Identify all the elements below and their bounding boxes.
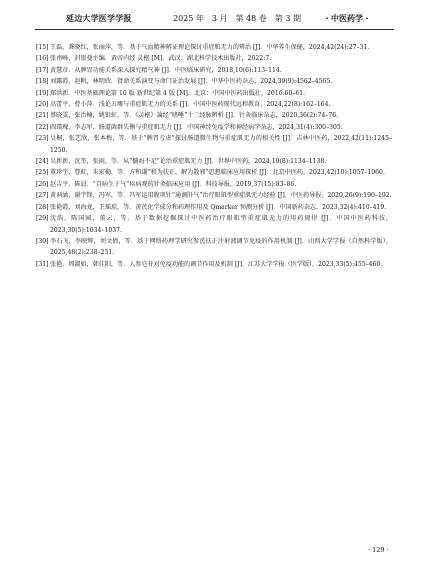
reference-number: [21] <box>36 112 49 120</box>
reference-text: 黄慧彦．从脾胃功能关系深入探究精气神 [J]．中医临床研究，2018,10(6):113–114. <box>50 66 282 74</box>
reference-item <box>36 99 392 110</box>
reference-item <box>36 76 392 87</box>
reference-item <box>36 236 392 259</box>
reference-item <box>36 156 392 167</box>
reference-item <box>36 42 392 53</box>
reference-item <box>36 202 392 213</box>
reference-text: 董珍宇，曹虹，朱宏勤，等．方和谦“和为扶正，解为散邪”思想临床应用探析 [J]．北京中医药，2023,42(10):1057–1060. <box>50 169 385 177</box>
reference-item <box>36 190 392 201</box>
reference-text: 李石飞，李映辉，刘文倩，等．基于网络药理学研究参芪扶正注射液调节免疫的作用机制 [J]．山西大学学报（自然科学版），2025,48(2):238–251. <box>50 237 392 257</box>
header-rule <box>35 29 394 30</box>
reference-number: [27] <box>36 192 49 200</box>
reference-text: 张艳霞，刘海龙，王瑶琼，等．黄芪化学成分和药理作用及 Qmarker 预测分析 [J]．中国新药杂志，2023,32(4):410–419. <box>50 203 387 211</box>
reference-item <box>36 259 392 270</box>
reference-text: 郑洪新．中医基础理论第 10 版 新世纪第 4 版 [M]．北京：中国中医药出版社，2016:60–61. <box>50 89 306 97</box>
reference-text: 黄刹涵，谢宇锋，冯军，等．冯军运用腹项针“通调肝气”治疗眼肌型重症肌无力经验 [J]．中医药导报，2020,26(9):190–192. <box>50 192 392 200</box>
reference-text: 王磊，龚晓红，张丽萍，等．基于气血精神辨证理论探讨重症肌无力的辨治 [J]．中华养生保健，2024,42(24):27–31. <box>50 44 370 51</box>
reference-number: [22] <box>36 123 49 131</box>
reference-item <box>36 133 392 156</box>
reference-text: 沈浩，陈国园，董云，等．基于数据挖掘探讨中医药治疗眼肌型重症肌无力的用药规律 [J]．中国中医药科技，2023,30(5):1034–1037. <box>50 215 392 234</box>
reference-number: [17] <box>36 66 49 74</box>
reference-number: [24] <box>36 158 49 166</box>
reference-text: 阎璞瑰，李志军．肠道菌群失衡与重症肌无力 [J]．中国神经免疫学和神经病学杂志，2024,31(4):300–305. <box>50 123 343 131</box>
reference-number: [20] <box>36 101 49 109</box>
reference-number: [19] <box>36 89 49 97</box>
reference-number: [16] <box>36 55 49 63</box>
reference-item <box>36 179 392 190</box>
reference-number: [25] <box>36 169 49 177</box>
reference-list <box>36 42 392 270</box>
reference-item <box>36 65 392 76</box>
reference-number: [18] <box>36 78 49 86</box>
journal-title: 延边大学医学学报 <box>66 13 132 23</box>
reference-text: 吴新新，沈奎，张雨，等．从“髓海不足”论治重症肌无力 [J]．世界中医药，2024,19(8):1134–1138. <box>50 158 327 166</box>
reference-number: [31] <box>36 260 49 268</box>
reference-text: 蔡晓雯，张治楠，姚银虹，等．《灵枢》論经“嗜唾”十二经脉辨析 [J]．针灸临床杂志，2020,36(2):74–76. <box>50 112 339 120</box>
reference-item <box>36 213 392 236</box>
reference-number: [28] <box>36 203 49 211</box>
section-label: ・中医药学・ <box>323 13 371 23</box>
reference-text: 赵吉平，陈晨．“百病生于气”疾病观的针灸临床应用 [J]．科技导报，2019,37(15):83–86. <box>50 180 297 188</box>
reference-item <box>36 122 392 133</box>
reference-text: 吴桐，张艺欣，张本梅，等．基于“脾胃亏虚”探讨肠道微生物与重症肌无力的相关性 [J]．吉林中医药，2022,42(11):1245–1250. <box>50 135 392 154</box>
reference-text: 张南峰，封银曼主编．黄帝内经 灵枢 [M]．武汉：湖北科学技术出版社，2022:7. <box>50 55 272 63</box>
issue-info: 2025 年 3 月 第 48 卷 第 3 期 <box>173 14 301 23</box>
reference-number: [30] <box>36 237 49 245</box>
reference-number: [15] <box>36 44 49 51</box>
reference-number: [23] <box>36 135 49 143</box>
reference-item <box>36 88 392 99</box>
reference-text: 高蕾平，曹小萍．浅论五痿与重症肌无力的关系 [J]．中国中医药现代远程教育，2024,22(8):162–164. <box>50 101 331 109</box>
reference-text: 刘露霞，赵帆，林明欣．肾命关系演变与命门证治发展 [J]．中华中医药杂志，2024,39(9):4562–4565. <box>50 78 333 86</box>
reference-item <box>36 167 392 178</box>
reference-number: [26] <box>36 180 49 188</box>
running-header <box>0 10 427 28</box>
page-number: · 129 · <box>368 546 389 554</box>
reference-item <box>36 110 392 121</box>
reference-item <box>36 53 392 64</box>
reference-number: [29] <box>36 215 49 223</box>
reference-text: 张艳，周淑如，韩佳阳，等．人参皂苷对免疫功能的调节作用及机制 [J]．江苏大学学报（医学版），2023,33(5):455–460. <box>50 260 383 268</box>
